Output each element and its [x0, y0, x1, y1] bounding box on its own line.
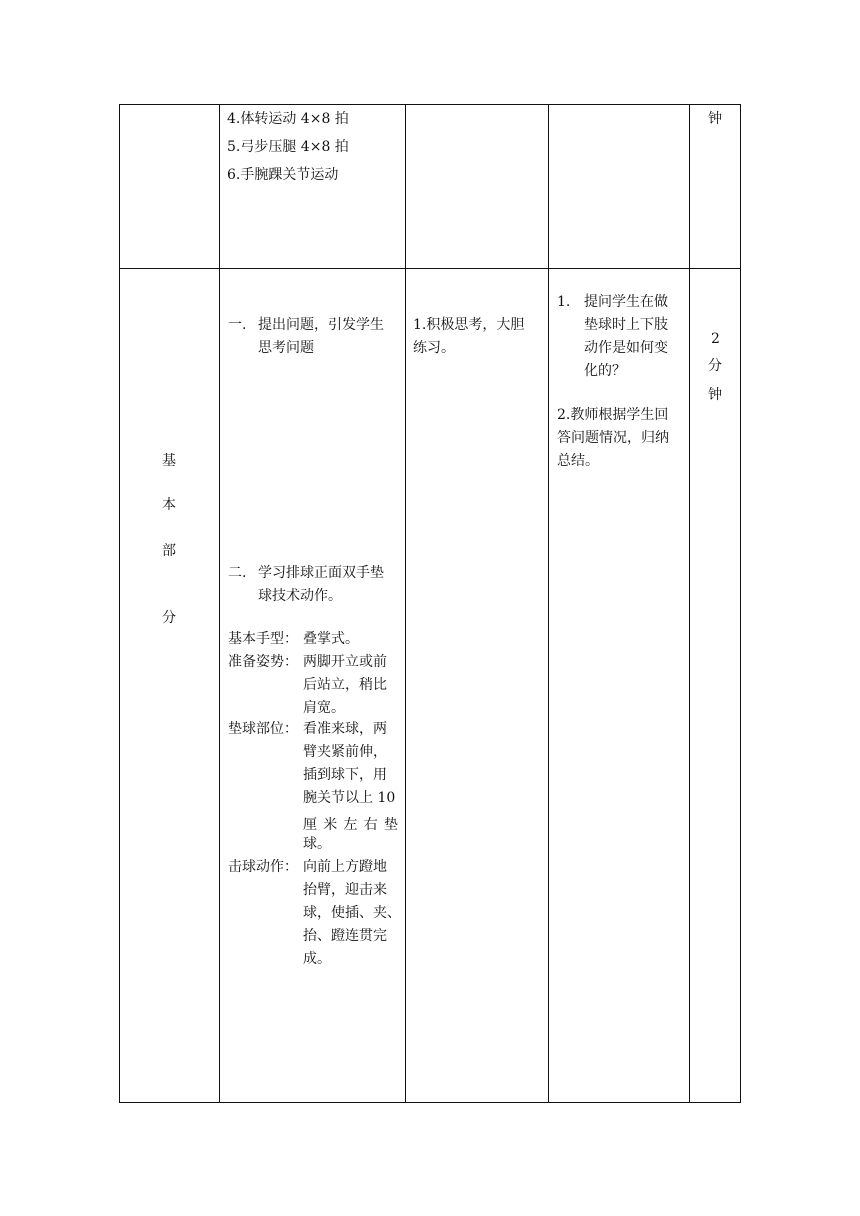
teacher-item2-line-1: 2.教师根据学生回 [557, 407, 669, 423]
contact-value-char: 厘 [303, 817, 317, 833]
strike-value-line-5: 成。 [303, 951, 331, 967]
content-item1-number: 一. [228, 317, 247, 333]
hand-shape-value: 叠掌式。 [303, 631, 359, 647]
table-bottom-border [119, 1102, 741, 1103]
contact-value-line-3: 插到球下，用 [303, 767, 387, 783]
column-divider-3 [548, 104, 549, 1103]
contact-value-char: 右 [363, 817, 378, 833]
row-divider [119, 268, 741, 269]
teacher-item1-line-3: 动作是如何变 [584, 340, 668, 356]
table-right-border [740, 104, 741, 1103]
duration-number: 2 [711, 331, 720, 347]
student-activity-line-1: 1.积极思考，大胆 [413, 317, 525, 333]
column-divider-2 [405, 104, 406, 1103]
contact-value-line-6: 球。 [303, 836, 331, 852]
contact-value-char: 米 [323, 817, 338, 833]
teacher-item1-number: 1. [557, 294, 571, 310]
row1-content-line-3: 6.手腕踝关节运动 [227, 167, 339, 183]
table-top-border [119, 104, 741, 105]
table-left-border [119, 104, 120, 1103]
contact-value-line-4: 腕关节以上 10 [303, 790, 396, 806]
stance-value-line-1: 两脚开立或前 [303, 654, 387, 670]
hand-shape-label: 基本手型： [228, 631, 298, 647]
student-activity-line-2: 练习。 [413, 340, 455, 356]
strike-value-line-3: 球，使插、夹、 [303, 905, 401, 921]
teacher-item2-line-3: 总结。 [557, 453, 599, 469]
teacher-item1-line-4: 化的？ [584, 363, 626, 379]
contact-value-char: 垫 [384, 817, 398, 833]
column-divider-4 [689, 104, 690, 1103]
stance-label: 准备姿势： [228, 654, 298, 670]
teacher-item1-line-1: 提问学生在做 [584, 294, 668, 310]
row1-content-line-1: 4.体转运动 4×8 拍 [227, 111, 349, 127]
contact-value-line-2: 臂夹紧前伸， [303, 744, 387, 760]
content-item2-line-2: 球技术动作。 [258, 588, 342, 604]
teacher-item1-line-2: 垫球时上下肢 [584, 317, 668, 333]
duration-unit-char-1: 分 [708, 358, 722, 374]
content-item1-line-2: 思考问题 [258, 340, 314, 356]
content-item1-line-1: 提出问题，引发学生 [258, 317, 384, 333]
section-label-char-4: 分 [162, 610, 176, 626]
section-label-char-3: 部 [162, 543, 176, 559]
contact-label: 垫球部位： [228, 721, 298, 737]
strike-label: 击球动作： [228, 859, 298, 875]
strike-value-line-4: 抬、蹬连贯完 [303, 928, 387, 944]
section-label-char-2: 本 [162, 497, 176, 513]
row1-content-line-2: 5.弓步压腿 4×8 拍 [227, 139, 349, 155]
content-item2-line-1: 学习排球正面双手垫 [258, 565, 384, 581]
strike-value-line-2: 抬臂，迎击来 [303, 882, 387, 898]
contact-value-char: 左 [343, 817, 358, 833]
stance-value-line-2: 后站立，稍比 [303, 677, 387, 693]
row1-time: 钟 [708, 111, 722, 127]
content-item2-number: 二. [228, 565, 247, 581]
duration-unit-char-2: 钟 [708, 387, 722, 403]
column-divider-1 [219, 104, 220, 1103]
teacher-item2-line-2: 答问题情况，归纳 [557, 430, 669, 446]
stance-value-line-3: 肩宽。 [303, 700, 345, 716]
strike-value-line-1: 向前上方蹬地 [303, 859, 387, 875]
section-label-char-1: 基 [162, 453, 176, 469]
contact-value-line-5 [303, 814, 398, 834]
contact-value-line-1: 看准来球，两 [303, 721, 387, 737]
